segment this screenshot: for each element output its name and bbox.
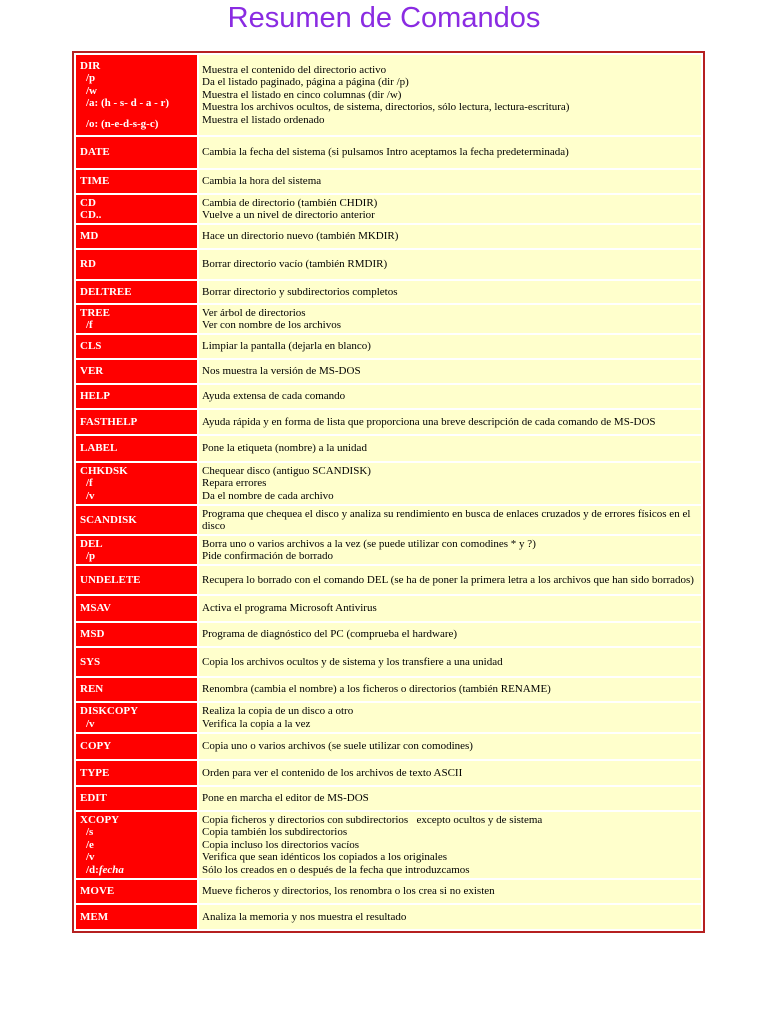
table-row: [76, 596, 701, 621]
command-name: MOVE: [80, 885, 115, 898]
command-name: UNDELETE: [80, 573, 141, 586]
description-cell: [199, 734, 701, 759]
description-cell: [199, 536, 701, 564]
description-cell: [199, 55, 701, 135]
command-name: SYS: [80, 655, 101, 668]
description-line: Pide confirmación de borrado: [202, 550, 334, 562]
command-name: HELP: [80, 390, 110, 403]
command-cell: [76, 761, 197, 785]
table-row: [76, 360, 701, 383]
description-line: Copia uno o varios archivos (se suele utilizar con comodines): [202, 740, 473, 753]
command-cell: [76, 170, 197, 193]
description-cell: [199, 648, 701, 676]
description-cell: [199, 703, 701, 732]
command-cell: [76, 787, 197, 810]
description-line: Verifica la copia a la vez: [202, 717, 311, 730]
command-option: /o: (n-e-d-s-g-c): [86, 117, 159, 130]
description-cell: [199, 880, 701, 903]
command-name: VER: [80, 365, 104, 378]
command-cell: [76, 506, 197, 534]
command-name: MSAV: [80, 602, 111, 615]
description-line: Muestra el listado ordenado: [202, 113, 325, 126]
description-line: Nos muestra la versión de MS-DOS: [202, 365, 361, 378]
description-line: Borrar directorio y subdirectorios completos: [202, 285, 398, 298]
command-cell: [76, 436, 197, 461]
table-row: [76, 623, 701, 646]
commands-table: [72, 51, 705, 933]
command-cell: [76, 703, 197, 732]
table-row: [76, 410, 701, 434]
command-cell: [76, 281, 197, 303]
description-cell: [199, 250, 701, 279]
command-name: CLS: [80, 340, 102, 353]
description-line: Realiza la copia de un disco a otro: [202, 705, 354, 718]
command-option: [80, 864, 193, 876]
description-cell: [199, 436, 701, 461]
table-row: [76, 281, 701, 303]
command-cell: [76, 812, 197, 878]
table-row: [76, 463, 701, 504]
description-cell: [199, 506, 701, 534]
command-name: DATE: [80, 146, 110, 159]
description-line: Ver árbol de directorios: [202, 306, 306, 319]
description-line: Copia los archivos ocultos y de sistema y los transfiere a una unidad: [202, 655, 503, 668]
command-option: /p: [86, 72, 96, 85]
description-cell: [199, 463, 701, 504]
spacer: [80, 110, 193, 118]
description-cell: [199, 761, 701, 785]
description-line: Vuelve a un nivel de directorio anterior: [202, 209, 375, 221]
command-cell: [76, 678, 197, 701]
table-row: [76, 678, 701, 701]
description-line: Da el nombre de cada archivo: [202, 489, 334, 502]
description-line: Muestra los archivos ocultos, de sistema, directorios, sólo lectura, lectura-escritura): [202, 101, 570, 114]
command-cell: [76, 305, 197, 333]
description-line: Chequear disco (antiguo SCANDISK): [202, 464, 371, 477]
description-line: Hace un directorio nuevo (también MKDIR): [202, 230, 399, 243]
table-row: [76, 703, 701, 732]
description-cell: [199, 812, 701, 878]
description-line: Verifica que sean idénticos los copiados a los originales: [202, 851, 447, 864]
description-line: Pone la etiqueta (nombre) a la unidad: [202, 442, 367, 455]
description-line: Sólo los creados en o después de la fecha que introduzcamos: [202, 863, 470, 876]
description-line: Orden para ver el contenido de los archivos de texto ASCII: [202, 766, 463, 779]
command-cell: [76, 385, 197, 408]
table-row: [76, 506, 701, 534]
command-name: COPY: [80, 740, 112, 753]
description-cell: [199, 281, 701, 303]
description-line: Copia también los subdirectorios: [202, 826, 348, 839]
description-line: Renombra (cambia el nombre) a los ficheros o directorios (también RENAME): [202, 683, 551, 696]
table-row: [76, 566, 701, 594]
description-cell: [199, 225, 701, 248]
description-line: Analiza la memoria y nos muestra el resultado: [202, 910, 407, 923]
table-row: [76, 536, 701, 564]
table-row: [76, 225, 701, 248]
description-line: Muestra el contenido del directorio activo: [202, 63, 387, 76]
table-row: [76, 335, 701, 358]
command-cell: [76, 734, 197, 759]
description-line: Borrar directorio vacío (también RMDIR): [202, 258, 388, 271]
description-line: Cambia la fecha del sistema (si pulsamos Intro aceptamos la fecha predeterminada): [202, 146, 569, 159]
command-name: LABEL: [80, 442, 118, 455]
command-cell: [76, 55, 197, 135]
description-line: Cambia de directorio (también CHDIR): [202, 196, 378, 209]
command-option: /a: (h - s- d - a - r): [86, 97, 170, 110]
command-option: /v: [86, 717, 95, 730]
description-line: Da el listado paginado, página a página (dir /p): [202, 76, 409, 89]
description-line: Ayuda rápida y en forma de lista que proporciona una breve descripción de cada comando de MS-DOS: [202, 415, 656, 428]
command-cell: [76, 410, 197, 434]
table-row: [76, 137, 701, 168]
command-cell: [76, 536, 197, 564]
command-cell: [76, 596, 197, 621]
command-cell: [76, 566, 197, 594]
table-row: [76, 761, 701, 785]
command-name: DIR: [80, 59, 101, 72]
description-cell: [199, 410, 701, 434]
description-cell: [199, 566, 701, 594]
description-cell: [199, 195, 701, 223]
command-option: /e: [86, 838, 94, 851]
description-cell: [199, 905, 701, 929]
command-name: EDIT: [80, 792, 107, 805]
description-line: Mueve ficheros y directorios, los renombra o los crea si no existen: [202, 885, 495, 898]
description-line: Activa el programa Microsoft Antivirus: [202, 602, 377, 615]
description-cell: [199, 335, 701, 358]
description-line: Recupera lo borrado con el comando DEL (se ha de poner la primera letra a los archivos que han sido borrados): [202, 573, 694, 586]
command-name: TREE: [80, 306, 110, 319]
command-option: /s: [86, 826, 94, 839]
command-name: TIME: [80, 175, 110, 188]
table-row: [76, 787, 701, 810]
command-cell: [76, 225, 197, 248]
description-line: Programa que chequea el disco y analiza su rendimiento en busca de enlaces cruzados y de errores físicos en el disco: [202, 507, 694, 532]
command-cell: [76, 880, 197, 903]
command-option: /v: [86, 851, 95, 864]
description-cell: [199, 360, 701, 383]
command-option: /f: [86, 319, 93, 331]
description-line: Programa de diagnóstico del PC (comprueba el hardware): [202, 628, 458, 641]
description-line: Borra uno o varios archivos a la vez (se puede utilizar con comodines * y ?): [202, 537, 536, 550]
command-name: CD: [80, 196, 96, 209]
command-name: TYPE: [80, 766, 110, 779]
table-row: [76, 250, 701, 279]
description-line: Copia incluso los directorios vacíos: [202, 838, 360, 851]
command-name: SCANDISK: [80, 513, 137, 526]
table-row: [76, 305, 701, 333]
command-name: CHKDSK: [80, 464, 128, 477]
table-row: [76, 734, 701, 759]
description-line: Ver con nombre de los archivos: [202, 319, 341, 331]
command-name: DISKCOPY: [80, 705, 139, 718]
command-option-param: fecha: [98, 863, 124, 876]
description-line: Copia ficheros y directorios con subdirectorios excepto ocultos y de sistema: [202, 813, 543, 826]
description-cell: [199, 385, 701, 408]
description-cell: [199, 170, 701, 193]
table-row: [76, 195, 701, 223]
command-cell: [76, 360, 197, 383]
description-line: Pone en marcha el editor de MS-DOS: [202, 792, 369, 805]
command-cell: [76, 250, 197, 279]
description-line: Ayuda extensa de cada comando: [202, 390, 346, 403]
command-option: /v: [86, 489, 95, 502]
command-option-flag: /d:: [86, 863, 99, 876]
command-cell: [76, 195, 197, 223]
description-cell: [199, 623, 701, 646]
description-line: Repara errores: [202, 477, 267, 490]
command-name: RD: [80, 258, 96, 271]
table-row: [76, 880, 701, 903]
description-cell: [199, 678, 701, 701]
table-row: [76, 436, 701, 461]
description-cell: [199, 305, 701, 333]
command-name: FASTHELP: [80, 415, 138, 428]
command-option: /f: [86, 477, 93, 490]
command-name: REN: [80, 683, 104, 696]
description-cell: [199, 596, 701, 621]
command-cell: [76, 137, 197, 168]
command-cell: [76, 463, 197, 504]
table-row: [76, 905, 701, 929]
command-option: /w: [86, 84, 97, 97]
command-name: MD: [80, 230, 99, 243]
command-name: CD..: [80, 209, 102, 221]
description-line: Cambia la hora del sistema: [202, 175, 322, 188]
command-name: MEM: [80, 910, 109, 923]
table-row: [76, 170, 701, 193]
page-title: Resumen de Comandos: [227, 2, 541, 34]
description-cell: [199, 137, 701, 168]
command-option: /p: [86, 550, 96, 562]
table-row: [76, 385, 701, 408]
description-cell: [199, 787, 701, 810]
description-line: Limpiar la pantalla (dejarla en blanco): [202, 340, 371, 353]
table-row: [76, 55, 701, 135]
command-name: DEL: [80, 537, 103, 550]
table-row: [76, 648, 701, 676]
description-line: Muestra el listado en cinco columnas (dir /w): [202, 88, 402, 101]
command-cell: [76, 648, 197, 676]
table-row: [76, 812, 701, 878]
command-name: XCOPY: [80, 813, 120, 826]
command-cell: [76, 335, 197, 358]
command-cell: [76, 905, 197, 929]
command-name: DELTREE: [80, 285, 132, 298]
command-cell: [76, 623, 197, 646]
command-name: MSD: [80, 628, 105, 641]
